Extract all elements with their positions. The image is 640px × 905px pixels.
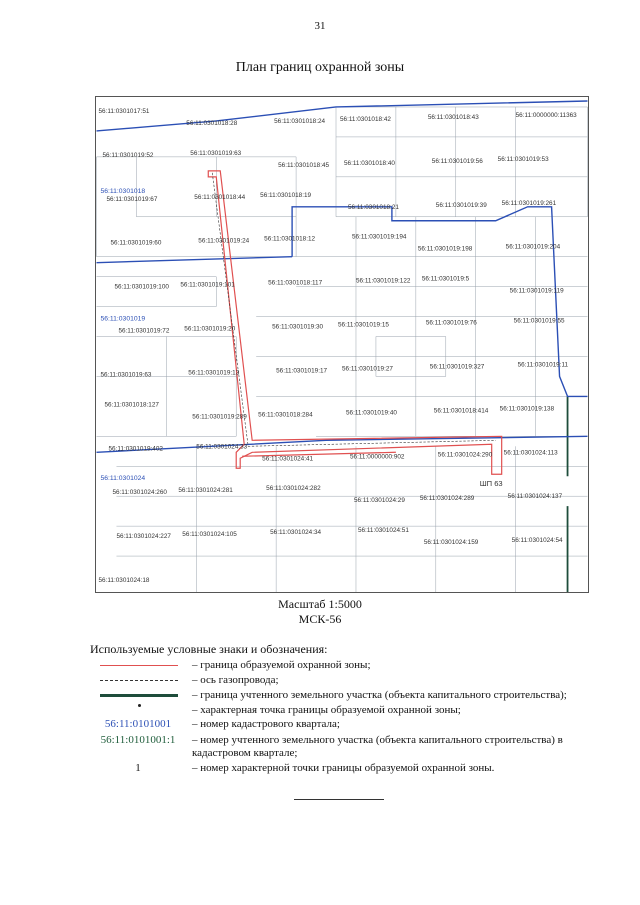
parcel-number-label: 56:11:0301019:402 [108,445,163,453]
parcel-number-label: 56:11:0301019:63 [190,149,242,157]
parcel-number-label: 56:11:0301018:42 [340,115,391,123]
gas-pipeline-axis [212,173,495,446]
scale-ratio: Масштаб 1:5000 [278,597,362,611]
parcel-number-label: 56:11:0301019:20 [184,325,236,333]
parcel-number-label: 56:11:0301018:40 [343,159,395,167]
protection-zone-map [95,96,589,593]
parcel-number-label: 56:11:0301018:43 [427,113,479,121]
parcel-number-label: 56:11:0301019:39 [435,201,487,209]
map-scale [0,597,640,627]
parcel-number-label: 56:11:0301019:40 [345,409,397,417]
parcel-number-label: 56:11:0301024:282 [266,485,321,493]
legend-text: – характерная точка границы образуемой охранной зоны; [192,704,461,716]
parcel-number-label: 56:11:0301019:17 [276,367,328,375]
parcel-number-label: 56:11:0301024:137 [507,493,563,501]
quarter-number-label: 56:11:0301024 [100,475,146,483]
parcel-number-label: 56:11:0301019:52 [102,151,154,159]
parcel-number-label: 56:11:0301024:18 [98,577,150,585]
legend-symbol-quarter: 56:11:0101001 [104,718,172,730]
legend-text: – ось газопровода; [192,674,279,686]
parcel-number-label: 56:11:0301019:138 [499,405,555,413]
parcel-number-label: 56:11:0301019:204 [505,243,561,251]
parcel-number-label: 56:11:0301019:101 [180,281,235,289]
parcel-number-label: 56:11:0000000:902 [349,453,405,461]
quarter-number-label: 56:11:0301018 [100,187,146,195]
parcel-number-label: 56:11:0301019:63 [100,371,152,379]
parcel-number-label: 56:11:0301019:72 [118,327,170,335]
parcel-number-label: 56:11:0301024:33 [196,443,248,451]
parcel-number-label: 56:11:0301019:24 [198,237,250,245]
parcel-number-label: 56:11:0301024:260 [112,489,167,497]
parcel-number-label: 56:11:0301018:127 [104,401,159,409]
parcel-number-label: 56:11:0301019:5 [421,275,470,283]
parcel-number-label: 56:11:0000000:11363 [515,111,577,119]
parcel-number-label: 56:11:0301019:30 [272,323,324,331]
legend-text: – номер кадастрового квартала; [192,718,340,730]
parcel-number-label: 56:11:0301024:41 [262,455,314,463]
parcel-number-label: 56:11:0301019:11 [517,361,569,369]
parcel-number-label: 56:11:0301024:113 [503,449,558,457]
parcel-number-label: 56:11:0301024:51 [357,527,409,535]
legend-text: – номер характерной точки границы образуемой охранной зоны. [192,762,495,774]
parcel-number-label: 56:11:0301019:56 [431,157,483,165]
legend-text: – граница образуемой охранной зоны; [192,659,371,671]
coordinate-system: МСК-56 [298,612,342,626]
parcel-number-label: 56:11:0301019:76 [425,319,477,327]
parcel-number-label: 56:11:0301018:117 [268,279,323,287]
shp-point-label: ШП 63 [479,479,503,489]
parcel-number-label: 56:11:0301024:290 [437,451,493,459]
quarter-number-label: 56:11:0301019 [100,315,146,323]
parcel-number-label: 56:11:0301018:44 [194,193,246,201]
parcel-number-label: 56:11:0301024:227 [116,533,171,541]
parcel-number-label: 56:11:0301018:45 [278,161,330,169]
parcel-number-label: 56:11:0301018:12 [264,235,316,243]
parcel-number-label: 56:11:0301019:53 [497,155,549,163]
parcel-number-label: 56:11:0301019:100 [114,283,169,291]
legend-symbol-parcel-number: 56:11:0101001:1 [100,734,176,746]
parcel-number-label: 56:11:0301019:60 [110,239,162,247]
parcel-number-label: 56:11:0301024:159 [423,539,479,547]
legend-text: – граница учтенного земельного участка (объекта капитального строительства); [192,689,567,701]
parcel-number-label: 56:11:0301024:54 [511,537,563,545]
parcel-number-label: 56:11:0301024:281 [178,487,233,495]
bottom-rule [294,799,384,800]
parcel-outlines [96,107,587,592]
legend-heading: Используемые условные знаки и обозначения: [90,642,328,656]
parcel-number-label: 56:11:0301019:67 [106,195,158,203]
parcel-number-label: 56:11:0301018:28 [186,119,238,127]
parcel-number-label: 56:11:0301019:15 [338,321,389,329]
parcel-number-label: 56:11:0301024:105 [182,531,237,539]
parcel-number-label: 56:11:0301024:289 [419,495,475,503]
parcel-number-label: 56:11:0301019:327 [429,363,485,371]
parcel-number-label: 56:11:0301018:21 [347,203,399,211]
parcel-number-label: 56:11:0301019:198 [417,245,473,253]
parcel-number-label: 56:11:0301019:122 [355,277,411,285]
parcel-number-label: 56:11:0301019:289 [192,413,247,421]
legend-text: – номер учтенного земельного участка (объекта капитального строительства) в кадастровом квартале; [192,734,563,759]
parcel-number-label: 56:11:0301018:284 [258,411,313,419]
parcel-number-label: 56:11:0301019:27 [342,365,393,373]
page-title: План границ охранной зоны [235,60,405,75]
parcel-number-label: 56:11:0301019:13 [188,369,240,377]
parcel-number-label: 56:11:0301018:24 [274,117,326,125]
parcel-number-label: 56:11:0301018:414 [433,407,489,415]
parcel-number-label: 56:11:0301024:34 [270,529,322,537]
quarter-labels [100,188,145,482]
parcel-number-label: 56:11:0301018:19 [260,191,312,199]
parcel-number-label: 56:11:0301019:261 [501,199,557,207]
parcel-number-label: 56:11:0301019:119 [509,287,564,295]
parcel-number-label: 56:11:0301017:51 [98,107,150,115]
parcel-number-label: 56:11:0301024:29 [353,497,405,505]
parcel-number-label: 56:11:0301019:55 [513,317,565,325]
page-number: 31 [314,20,326,32]
legend-symbol-point-number: 1 [135,762,141,774]
parcel-number-label: 56:11:0301019:194 [351,233,407,241]
parcel-labels [98,108,577,584]
